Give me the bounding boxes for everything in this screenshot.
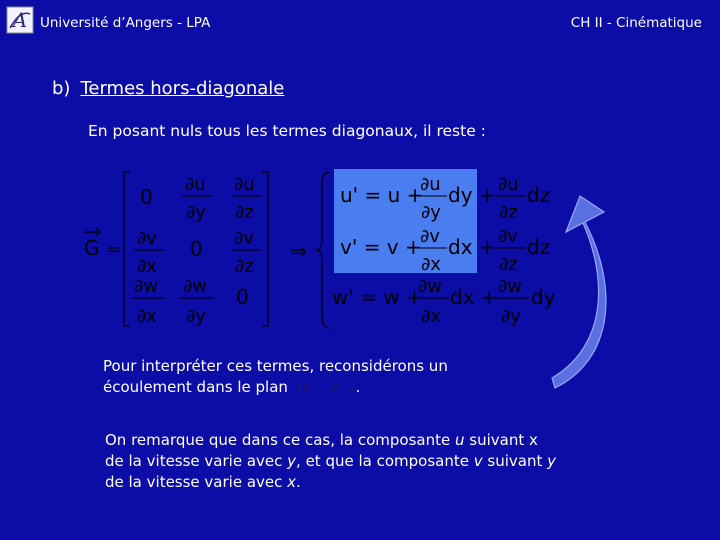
svg-text:∂z: ∂z bbox=[235, 202, 254, 223]
svg-text:∂y: ∂y bbox=[501, 306, 521, 327]
svg-text:∂v: ∂v bbox=[498, 226, 518, 247]
header-institution: Université d’Angers - LPA bbox=[40, 15, 211, 31]
svg-text:∂x: ∂x bbox=[421, 306, 441, 327]
svg-text:∂v: ∂v bbox=[234, 228, 254, 249]
svg-text:w' = w +: w' = w + bbox=[332, 285, 423, 309]
section-title: Termes hors-diagonale bbox=[80, 78, 285, 99]
svg-text:∂x: ∂x bbox=[137, 306, 157, 327]
svg-text:∂v: ∂v bbox=[420, 226, 440, 247]
section-marker: b) bbox=[52, 78, 71, 99]
svg-text:0: 0 bbox=[236, 285, 249, 309]
svg-text:∂x: ∂x bbox=[421, 254, 441, 275]
svg-text:∂x: ∂x bbox=[137, 256, 157, 277]
para2-line3: de la vitesse varie avec x. bbox=[105, 473, 301, 491]
svg-text:A: A bbox=[12, 8, 28, 32]
header-chapter: CH II - Cinématique bbox=[570, 15, 702, 31]
svg-text:⇒: ⇒ bbox=[290, 239, 307, 263]
svg-text:dx +: dx + bbox=[450, 285, 498, 309]
svg-text:=: = bbox=[106, 239, 122, 260]
svg-text:0: 0 bbox=[140, 185, 153, 209]
svg-text:dz: dz bbox=[527, 183, 551, 207]
svg-text:∂z: ∂z bbox=[499, 254, 518, 275]
intro-text: En posant nuls tous les termes diagonaux, il reste : bbox=[88, 122, 486, 140]
svg-text:∂u: ∂u bbox=[420, 174, 441, 195]
svg-text:dz: dz bbox=[527, 235, 551, 259]
basis-vectors: ($\overline{e}_x$ , $\overline{e}_y$ ) bbox=[296, 378, 356, 399]
svg-text:∂v: ∂v bbox=[137, 228, 157, 249]
svg-text:∂u: ∂u bbox=[185, 174, 206, 195]
svg-text:∂y: ∂y bbox=[421, 202, 441, 223]
svg-text:∂w: ∂w bbox=[498, 276, 523, 297]
svg-text:dy: dy bbox=[531, 285, 556, 309]
svg-text:∂u: ∂u bbox=[234, 174, 255, 195]
svg-text:∂w: ∂w bbox=[418, 276, 443, 297]
para2-line1: On remarque que dans ce cas, la composante u suivant x bbox=[105, 431, 538, 449]
para1-line1: Pour interpréter ces termes, reconsidérons un bbox=[103, 357, 448, 375]
remark-paragraph bbox=[105, 430, 556, 493]
svg-text:∂z: ∂z bbox=[499, 202, 518, 223]
svg-text:u' = u +: u' = u + bbox=[340, 183, 424, 207]
para1-line2: écoulement dans le plan ($\overline{e}_x$ , $\overline{e}_y$ ). bbox=[103, 378, 361, 399]
svg-text:∂y: ∂y bbox=[186, 202, 206, 223]
svg-text:dy +: dy + bbox=[448, 183, 496, 207]
para2-line2: de la vitesse varie avec y, et que la composante v suivant y bbox=[105, 452, 556, 470]
svg-text:∂y: ∂y bbox=[186, 306, 206, 327]
interpretation-paragraph bbox=[103, 356, 448, 405]
svg-text:∂z: ∂z bbox=[235, 256, 254, 277]
tensor-symbol: G bbox=[84, 236, 100, 260]
svg-text:∂u: ∂u bbox=[498, 174, 519, 195]
svg-text:0: 0 bbox=[190, 237, 203, 261]
svg-text:v' = v +: v' = v + bbox=[340, 235, 422, 259]
svg-text:dx +: dx + bbox=[448, 235, 496, 259]
curved-arrow-icon bbox=[552, 196, 606, 388]
svg-text:∂w: ∂w bbox=[134, 276, 159, 297]
svg-text:∂w: ∂w bbox=[183, 276, 208, 297]
